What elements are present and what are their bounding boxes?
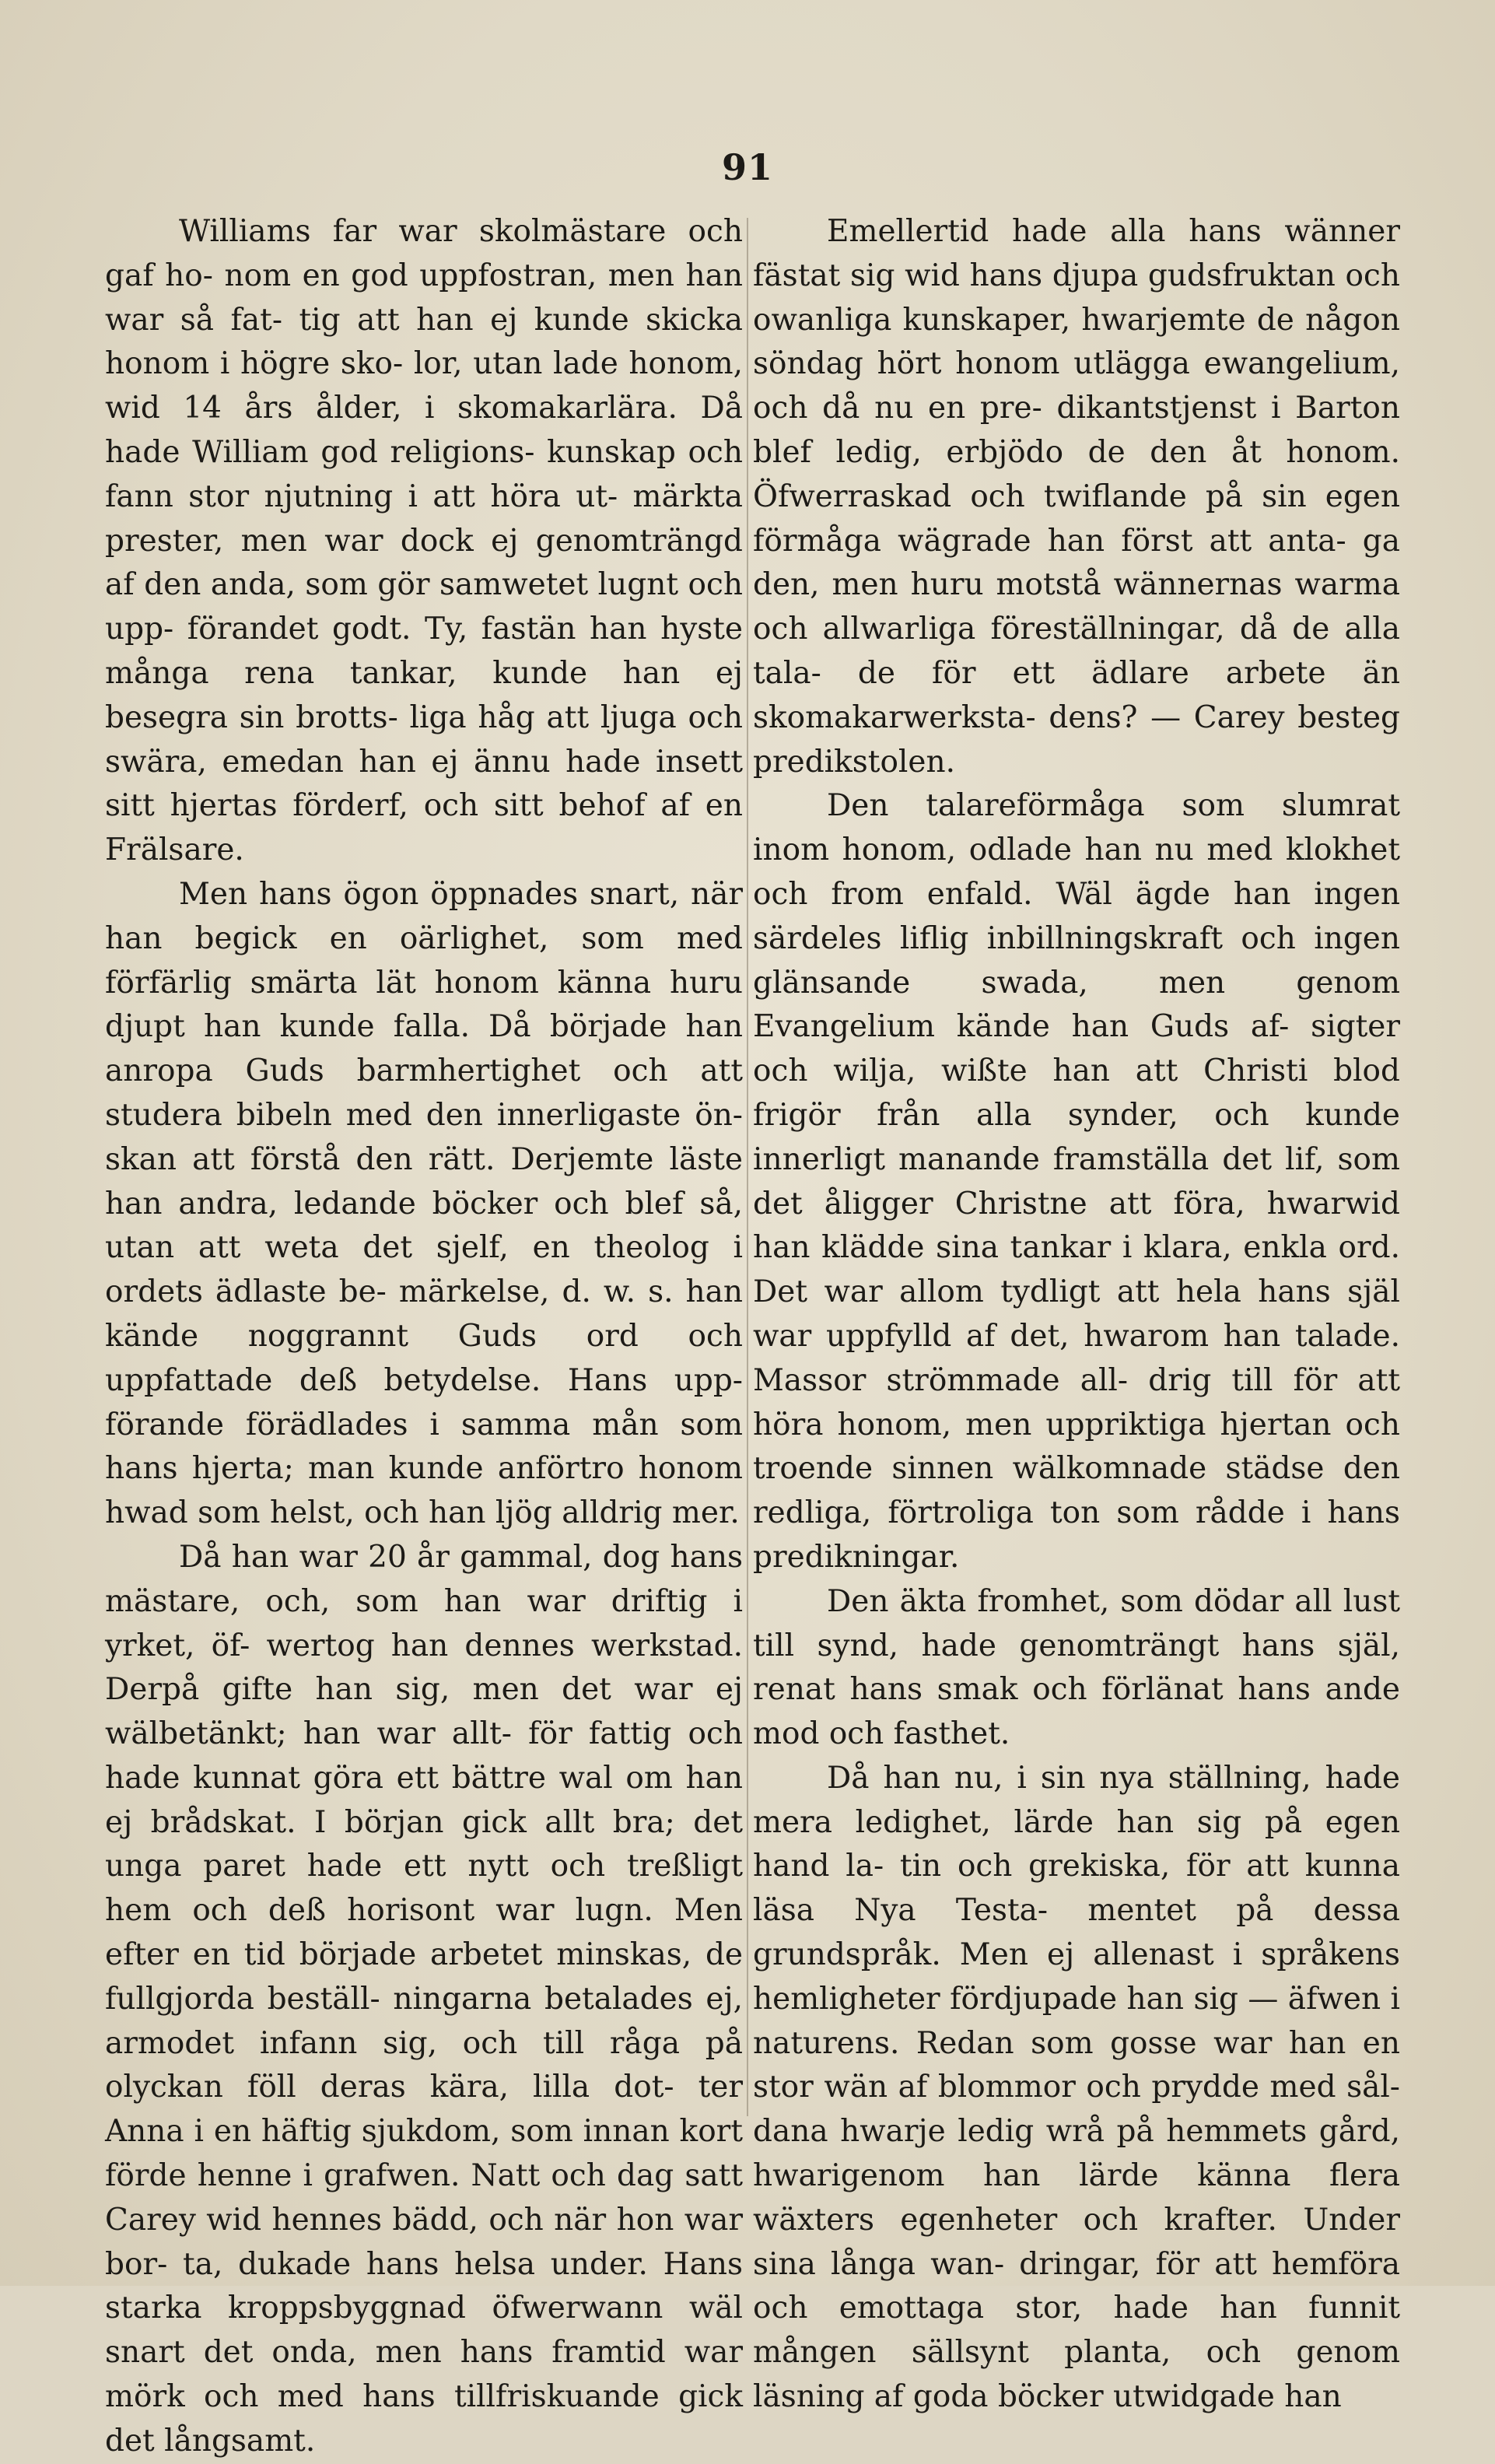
paragraph: Men hans ögon öppnades snart, när han begick en oärlighet, som med förfärlig smärta lät honom känna huru djupt han kunde falla. Då började han anropa Guds barmhertighet och att studera bibeln med den innerligaste ön- skan att förstå den rätt. Derjemte läste han andra, ledande böcker och blef så, utan att weta det sjelf, en theolog i ordets ädlaste be- märkelse, d. w. s. han kände noggrannt Guds ord och uppfattade deß betydelse. Hans upp- förande förädlades i samma mån som hans hjerta; man kunde anförtro honom hwad som helst, och han ljög alldrig mer. [105, 876, 743, 1531]
left-column [105, 210, 743, 2464]
paragraph: Då han nu, i sin nya ställning, hade mera ledighet, lärde han sig på egen hand la- tin och grekiska, för att kunna läsa Nya Testa- mentet på dessa grundspråk. Men ej allenast i språkens hemligheter fördjupade han sig — äfwen i naturens. Redan som gosse war han en stor wän af blommor och prydde med sål- dana hwarje ledig wrå på hemmets gård, hwarigenom han lärde känna flera wäxters egenheter och krafter. Under sina långa wan- dringar, för att hemföra och emottaga stor, hade han funnit mången sällsynt planta, och genom läsning af goda böcker utwidgade han [753, 1760, 1400, 2415]
paragraph: Emellertid hade alla hans wänner fästat sig wid hans djupa gudsfruktan och owanliga kunskaper, hwarjemte de någon söndag hört honom utlägga ewangelium, och då nu en pre- dikantstjenst i Barton blef ledig, erbjödo de den åt honom. Öfwerraskad och twiflande på sin egen förmåga wägrade han först att anta- ga den, men huru motstå wännernas warma och allwarliga föreställningar, då de alla tala- de för ett ädlare arbete än skomakarwerksta- dens? — Carey besteg predikstolen. [753, 214, 1400, 780]
paragraph: Den äkta fromhet, som dödar all lust till synd, hade genomträngt hans själ, renat hans smak och förlänat hans ande mod och fasthet. [753, 1583, 1400, 1752]
page-number: 91 [721, 146, 773, 188]
paragraph: Williams far war skolmästare och gaf ho- nom en god uppfostran, men han war så fat- tig att han ej kunde skicka honom i högre sko- lor, utan lade honom, wid 14 års ålder, i skomakarlära. Då hade William god religions- kunskap och fann stor njutning i att höra ut- märkta prester, men war dock ej genomträngd af den anda, som gör samwetet lugnt och upp- förandet godt. Ty, fastän han hyste många rena tankar, kunde han ej besegra sin brotts- liga håg att ljuga och swära, emedan han ej ännu hade insett sitt hjertas förderf, och sitt behof af en Frälsare. [105, 214, 743, 868]
right-column [753, 210, 1400, 2420]
column-divider [747, 218, 748, 2116]
paragraph: Den talareförmåga som slumrat inom honom, odlade han nu med klokhet och from enfald. Wäl ägde han ingen särdeles liflig inbillningskraft och ingen glänsande swada, men genom Evangelium kände han Guds af- sigter och wilja, wißte han att Christi blod frigör från alla synder, och kunde innerligt manande framställa det lif, som det åligger Christne att föra, hwarwid han klädde sina tankar i klara, enkla ord. Det war allom tydligt att hela hans själ war uppfylld af det, hwarom han talade. Massor strömmade all- drig till för att höra honom, men uppriktiga hjertan och troende sinnen wälkomnade städse den redliga, förtroliga ton som rådde i hans predikningar. [753, 788, 1400, 1575]
paragraph: Då han war 20 år gammal, dog hans mästare, och, som han war driftig i yrket, öf- wertog han dennes werkstad. Derpå gifte han sig, men det war ej wälbetänkt; han war allt- för fattig och hade kunnat göra ett bättre wal om han ej brådskat. I början gick allt bra; det unga paret hade ett nytt och treßligt hem och deß horisont war lugn. Men efter en tid började arbetet minskas, de fullgjorda beställ- ningarna betalades ej, armodet infann sig, och till råga på olyckan föll deras kära, lilla dot- ter Anna i en häftig sjukdom, som innan kort förde henne i grafwen. Natt och dag satt Carey wid hennes bädd, och när hon war bor- ta, dukade hans helsa under. Hans starka kroppsbyggnad öfwerwann wäl snart det onda, men hans framtid war mörk och med hans tillfriskuande gick det långsamt. [105, 1539, 743, 2459]
